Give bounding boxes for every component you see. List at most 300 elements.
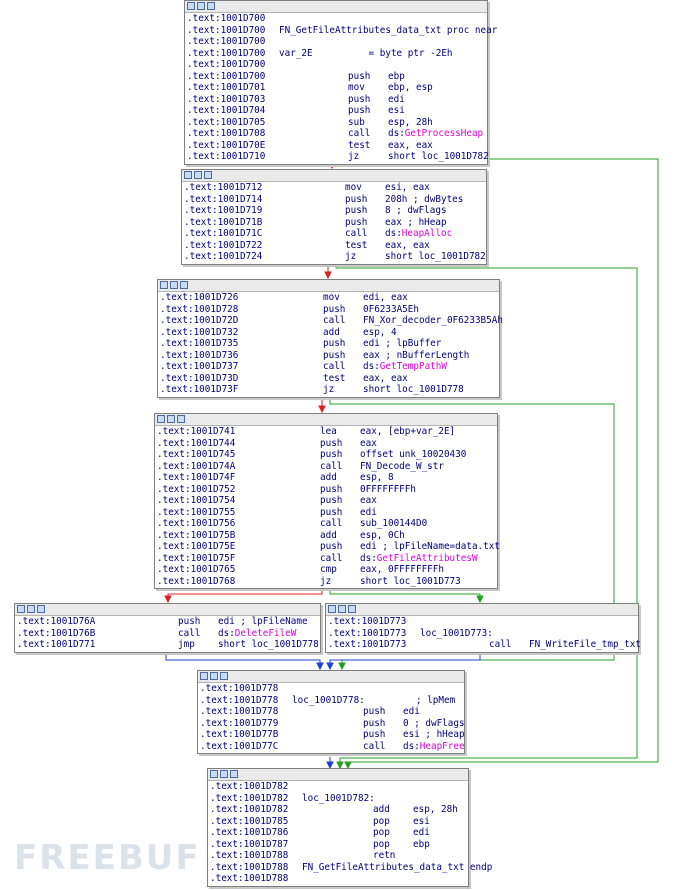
address: .text:1001D735 xyxy=(160,338,239,349)
asm-line[interactable] xyxy=(208,816,468,828)
block-color-icon[interactable] xyxy=(160,281,168,289)
mnemonic: push xyxy=(323,349,346,361)
block-graph-icon[interactable] xyxy=(167,415,175,423)
asm-line[interactable] xyxy=(185,105,487,117)
block-header[interactable] xyxy=(208,769,468,781)
operand[interactable] xyxy=(388,117,433,129)
operand-text: sub_100144D0 xyxy=(360,518,428,529)
operand-text: edi, eax xyxy=(363,292,408,303)
address: .text:1001D728 xyxy=(160,303,239,315)
api-name[interactable]: HeapFree xyxy=(419,740,465,752)
operand[interactable] xyxy=(360,576,461,588)
asm-line[interactable] xyxy=(185,59,487,71)
asm-line[interactable] xyxy=(185,151,487,163)
operand[interactable] xyxy=(388,128,483,140)
block-color-icon[interactable] xyxy=(210,770,218,778)
basic-block-b1[interactable] xyxy=(184,0,498,165)
address: .text:1001D708 xyxy=(187,128,266,139)
asm-line[interactable] xyxy=(158,338,499,350)
operand[interactable] xyxy=(360,449,466,461)
basic-block-b3[interactable] xyxy=(157,279,503,398)
operand[interactable] xyxy=(385,205,447,217)
operand[interactable] xyxy=(388,105,405,117)
operand[interactable] xyxy=(363,315,503,327)
address: .text:1001D75F xyxy=(157,552,236,564)
operand[interactable] xyxy=(385,228,452,240)
mnemonic: jz xyxy=(323,384,335,395)
operand-text: eax ; nBufferLength xyxy=(363,349,470,361)
address: .text:1001D712 xyxy=(184,182,263,193)
block-header[interactable] xyxy=(158,280,499,292)
operand[interactable] xyxy=(416,695,455,707)
asm-line[interactable] xyxy=(326,628,638,640)
address: .text:1001D756 xyxy=(157,518,236,529)
address: .text:1001D778 xyxy=(200,694,279,706)
asm-line[interactable] xyxy=(208,839,468,851)
asm-line[interactable] xyxy=(155,564,497,576)
asm-line[interactable] xyxy=(208,850,468,862)
asm-line[interactable] xyxy=(198,695,464,707)
asm-line[interactable] xyxy=(15,639,320,651)
block-color-icon[interactable] xyxy=(200,672,208,680)
block-header[interactable] xyxy=(185,1,487,13)
address: .text:1001D710 xyxy=(187,151,266,162)
address: .text:1001D744 xyxy=(157,437,236,449)
asm-line[interactable] xyxy=(208,804,468,816)
block-text-icon[interactable] xyxy=(220,672,228,680)
block-text-icon[interactable] xyxy=(177,415,185,423)
asm-line[interactable] xyxy=(198,729,464,741)
operand[interactable] xyxy=(388,151,489,163)
address: .text:1001D737 xyxy=(160,361,239,372)
address: .text:1001D788 xyxy=(210,861,289,873)
basic-block-b6[interactable] xyxy=(325,603,639,653)
mnemonic: call xyxy=(320,518,343,529)
asm-line[interactable] xyxy=(326,639,641,651)
block-header[interactable] xyxy=(15,604,320,616)
operand[interactable] xyxy=(363,384,464,396)
mnemonic: test xyxy=(345,239,368,251)
address: .text:1001D778 xyxy=(200,706,279,717)
asm-line[interactable] xyxy=(182,228,486,240)
operand-text: 0 ; dwFlags xyxy=(403,717,465,729)
asm-line[interactable] xyxy=(185,13,487,25)
address: .text:1001D71C xyxy=(184,228,263,239)
operand[interactable] xyxy=(363,304,419,316)
mnemonic: push xyxy=(178,616,201,627)
mnemonic: cmp xyxy=(320,564,337,575)
operand[interactable] xyxy=(360,518,427,530)
label[interactable]: loc_1001D782: xyxy=(302,792,375,804)
operand[interactable] xyxy=(403,718,465,730)
operand[interactable] xyxy=(360,438,377,450)
block-graph-icon[interactable] xyxy=(194,171,202,179)
asm-line[interactable] xyxy=(155,553,497,565)
operand[interactable] xyxy=(388,82,433,94)
api-name[interactable]: HeapAlloc xyxy=(401,228,453,239)
operand[interactable] xyxy=(360,541,500,553)
asm-line[interactable] xyxy=(208,873,468,885)
operand-text: ds: xyxy=(360,552,377,564)
mnemonic: push xyxy=(345,216,368,228)
operand-text: edi xyxy=(388,93,405,105)
mnemonic: push xyxy=(345,193,368,205)
asm-line[interactable] xyxy=(15,628,320,640)
arrow-head xyxy=(319,406,325,412)
block-header[interactable] xyxy=(326,604,638,616)
block-text-icon[interactable] xyxy=(37,605,45,613)
operand-text: eax xyxy=(360,495,377,506)
address: .text:1001D722 xyxy=(184,239,263,251)
operand[interactable] xyxy=(385,217,447,229)
mnemonic: mov xyxy=(348,82,365,93)
block-color-icon[interactable] xyxy=(187,2,195,10)
asm-line[interactable] xyxy=(208,827,468,839)
mnemonic: push xyxy=(323,338,346,349)
operand[interactable] xyxy=(218,616,308,628)
mnemonic: push xyxy=(320,437,343,449)
asm-line[interactable] xyxy=(182,251,486,263)
mnemonic: call xyxy=(489,639,512,650)
operand[interactable] xyxy=(360,495,377,507)
asm-line[interactable] xyxy=(158,304,499,316)
asm-line[interactable] xyxy=(208,781,468,793)
block-graph-icon[interactable] xyxy=(27,605,35,613)
operand-text: esi, eax xyxy=(385,182,430,193)
block-text-icon[interactable] xyxy=(230,770,238,778)
asm-line[interactable] xyxy=(155,576,497,588)
operand-text: ebp xyxy=(388,70,405,82)
mnemonic: push xyxy=(363,717,386,729)
address: .text:1001D765 xyxy=(157,564,236,575)
operand-text: eax ; hHeap xyxy=(385,216,447,228)
operand[interactable] xyxy=(360,484,416,496)
operand-text: short loc_1001D782 xyxy=(385,251,486,262)
mnemonic: call xyxy=(363,740,386,752)
basic-block-b2[interactable] xyxy=(181,169,487,265)
operand[interactable] xyxy=(363,292,408,304)
edge-uncond xyxy=(330,654,480,667)
address: .text:1001D75E xyxy=(157,541,236,552)
asm-line[interactable] xyxy=(185,36,487,48)
address: .text:1001D76A xyxy=(17,616,96,627)
operand[interactable] xyxy=(388,94,405,106)
operand[interactable] xyxy=(218,628,296,640)
operand[interactable] xyxy=(413,816,430,828)
address: .text:1001D75B xyxy=(157,529,236,541)
operand-text: 0FFFFFFFFh xyxy=(360,483,416,495)
mnemonic: mov xyxy=(345,182,362,193)
asm-line[interactable] xyxy=(155,472,497,484)
mnemonic: push xyxy=(320,483,343,495)
operand-text: short loc_1001D773 xyxy=(360,575,461,587)
operand[interactable] xyxy=(360,461,444,473)
mnemonic: add xyxy=(323,326,340,338)
asm-line[interactable] xyxy=(198,718,464,730)
block-graph-icon[interactable] xyxy=(170,281,178,289)
asm-line[interactable] xyxy=(326,616,638,628)
operand[interactable] xyxy=(403,706,420,718)
address: .text:1001D788 xyxy=(210,873,289,884)
operand[interactable] xyxy=(360,472,394,484)
asm-line[interactable] xyxy=(155,518,497,530)
operand[interactable] xyxy=(360,530,405,542)
asm-line[interactable] xyxy=(158,327,499,339)
asm-line[interactable] xyxy=(155,426,497,438)
mnemonic: retn xyxy=(373,850,396,861)
address: .text:1001D700 xyxy=(187,47,266,59)
asm-line[interactable] xyxy=(185,82,487,94)
operand[interactable] xyxy=(388,140,433,152)
address: .text:1001D74F xyxy=(157,472,236,483)
operand-text: ds: xyxy=(388,128,405,139)
operand[interactable] xyxy=(388,71,405,83)
block-text-icon[interactable] xyxy=(348,605,356,613)
asm-line[interactable] xyxy=(158,361,499,373)
mnemonic: pop xyxy=(373,815,390,827)
asm-line[interactable] xyxy=(185,117,487,129)
operand-text: edi ; lpBuffer xyxy=(363,338,442,349)
mnemonic: call xyxy=(178,627,201,639)
mnemonic: call xyxy=(348,128,371,139)
block-text-icon[interactable] xyxy=(204,171,212,179)
arrow-head xyxy=(477,596,483,602)
address: .text:1001D752 xyxy=(157,483,236,495)
block-color-icon[interactable] xyxy=(328,605,336,613)
mnemonic: call xyxy=(320,460,343,472)
address: .text:1001D700 xyxy=(187,59,266,70)
operand-text: eax, [ebp+var_2E] xyxy=(360,426,456,437)
operand-text: FN_Xor_decoder_0F6233B5Ah xyxy=(363,315,503,326)
asm-line[interactable] xyxy=(155,507,497,519)
block-header[interactable] xyxy=(182,170,486,182)
label[interactable]: loc_1001D778: xyxy=(292,694,365,706)
operand-text: ds: xyxy=(363,361,380,372)
asm-line[interactable] xyxy=(208,793,468,805)
basic-block-b4[interactable] xyxy=(154,413,498,589)
asm-line[interactable] xyxy=(182,205,486,217)
mnemonic: push xyxy=(348,70,371,82)
mnemonic: jz xyxy=(320,575,332,587)
address: .text:1001D773 xyxy=(328,616,407,627)
operand-text: eax, eax xyxy=(385,239,430,251)
mnemonic: add xyxy=(373,804,390,815)
operand-text: short loc_1001D782 xyxy=(388,151,489,162)
operand-text: esp, 0Ch xyxy=(360,529,405,541)
operand-text: edi xyxy=(403,706,420,717)
operand[interactable] xyxy=(529,639,641,651)
operand-text: ds: xyxy=(218,627,235,639)
mnemonic: push xyxy=(320,449,343,460)
asm-line[interactable] xyxy=(15,616,320,628)
operand-text: ; lpMem xyxy=(416,694,456,706)
operand-text: ds: xyxy=(385,228,402,239)
asm-line[interactable] xyxy=(185,94,487,106)
asm-line[interactable] xyxy=(155,461,497,473)
mnemonic: jz xyxy=(345,251,357,262)
address: .text:1001D785 xyxy=(210,815,289,827)
mnemonic: push xyxy=(363,706,386,717)
arrow-head xyxy=(327,663,333,669)
basic-block-b5[interactable] xyxy=(14,603,321,653)
block-color-icon[interactable] xyxy=(184,171,192,179)
address: .text:1001D741 xyxy=(157,426,236,437)
operand[interactable] xyxy=(385,194,463,206)
asm-line[interactable] xyxy=(158,373,499,385)
api-name[interactable]: GetProcessHeap xyxy=(404,128,484,139)
address: .text:1001D73D xyxy=(160,372,239,384)
asm-line[interactable] xyxy=(155,438,497,450)
mnemonic: call xyxy=(345,228,368,239)
asm-line[interactable] xyxy=(155,495,497,507)
asm-line[interactable] xyxy=(155,541,500,553)
address: .text:1001D724 xyxy=(184,251,263,262)
address: .text:1001D768 xyxy=(157,575,236,587)
asm-line[interactable] xyxy=(185,71,487,83)
address: .text:1001D726 xyxy=(160,292,239,303)
operand[interactable] xyxy=(360,426,455,438)
address: .text:1001D788 xyxy=(210,850,289,861)
address: .text:1001D736 xyxy=(160,349,239,361)
operand-text: short loc_1001D778 xyxy=(363,384,464,395)
asm-line[interactable] xyxy=(182,217,486,229)
asm-line[interactable] xyxy=(208,861,493,874)
address: .text:1001D700 xyxy=(187,36,266,47)
operand-text: ebp xyxy=(413,838,430,850)
address: .text:1001D700 xyxy=(187,13,266,24)
asm-line[interactable] xyxy=(185,128,487,140)
asm-line[interactable] xyxy=(158,292,499,304)
arrow-head xyxy=(317,663,323,669)
block-text-icon[interactable] xyxy=(180,281,188,289)
address: .text:1001D701 xyxy=(187,82,266,93)
asm-line[interactable] xyxy=(182,240,486,252)
label[interactable]: FN_GetFileAttributes_data_txt proc near xyxy=(279,24,498,36)
address: .text:1001D782 xyxy=(210,781,289,792)
asm-line[interactable] xyxy=(155,530,497,542)
label[interactable]: FN_GetFileAttributes_data_txt endp xyxy=(302,861,493,873)
operand-text: eax, 0FFFFFFFFh xyxy=(360,564,444,575)
address: .text:1001D71B xyxy=(184,216,263,228)
asm-line[interactable] xyxy=(182,182,486,194)
operand[interactable] xyxy=(363,327,397,339)
address: .text:1001D76B xyxy=(17,627,96,639)
api-name[interactable]: GetFileAttributesW xyxy=(376,552,478,564)
operand[interactable] xyxy=(385,182,430,194)
mnemonic: push xyxy=(320,506,343,518)
operand-text: eax xyxy=(360,437,377,449)
operand-text: FN_Decode_W_str xyxy=(360,460,444,472)
address: .text:1001D74A xyxy=(157,460,236,472)
operand[interactable] xyxy=(360,564,444,576)
operand[interactable] xyxy=(413,839,430,851)
block-header[interactable] xyxy=(198,671,464,683)
watermark-logo: FREEBUF xyxy=(14,838,201,878)
operand-text: 0F6233A5Eh xyxy=(363,303,419,315)
mnemonic: sub xyxy=(348,116,365,128)
label[interactable]: loc_1001D773: xyxy=(420,627,493,639)
operand[interactable] xyxy=(363,373,408,385)
operand[interactable] xyxy=(385,251,486,263)
basic-block-b8[interactable] xyxy=(207,768,493,887)
operand-text: ebp, esp xyxy=(388,82,433,93)
operand[interactable] xyxy=(413,827,430,839)
mnemonic: push xyxy=(320,541,343,552)
asm-line[interactable] xyxy=(155,484,497,496)
operand[interactable] xyxy=(363,361,447,373)
asm-line[interactable] xyxy=(158,315,503,327)
block-graph-icon[interactable] xyxy=(210,672,218,680)
block-header[interactable] xyxy=(155,414,497,426)
operand-text: offset unk_10020430 xyxy=(360,449,467,460)
mnemonic: lea xyxy=(320,426,337,437)
operand[interactable] xyxy=(403,729,465,741)
mnemonic: add xyxy=(320,529,337,541)
edge-uncond xyxy=(166,654,320,667)
asm-line[interactable] xyxy=(155,449,497,461)
asm-line[interactable] xyxy=(198,683,464,695)
address: .text:1001D72D xyxy=(160,315,239,326)
mnemonic: push xyxy=(320,495,343,506)
asm-line[interactable] xyxy=(198,741,464,753)
mnemonic: call xyxy=(320,552,343,564)
operand-text: esp, 28h xyxy=(388,116,433,128)
address: .text:1001D771 xyxy=(17,639,96,650)
operand[interactable] xyxy=(363,350,469,362)
asm-line[interactable] xyxy=(198,706,464,718)
operand[interactable] xyxy=(403,741,465,753)
asm-line[interactable] xyxy=(182,194,486,206)
mnemonic: test xyxy=(348,139,371,151)
asm-line[interactable] xyxy=(185,48,487,60)
api-name[interactable]: GetTempPathW xyxy=(379,361,447,372)
address: .text:1001D787 xyxy=(210,838,289,850)
block-graph-icon[interactable] xyxy=(220,770,228,778)
operand-text: esi xyxy=(388,105,405,116)
operand[interactable] xyxy=(363,338,441,350)
asm-line[interactable] xyxy=(185,24,498,37)
block-text-icon[interactable] xyxy=(207,2,215,10)
operand[interactable] xyxy=(360,553,478,565)
operand[interactable] xyxy=(413,804,458,816)
block-graph-icon[interactable] xyxy=(197,2,205,10)
api-name[interactable]: DeleteFileW xyxy=(234,627,297,639)
operand[interactable] xyxy=(360,507,377,519)
edge-true xyxy=(330,588,480,600)
block-graph-icon[interactable] xyxy=(338,605,346,613)
operand-text: ds: xyxy=(403,740,420,752)
block-color-icon[interactable] xyxy=(17,605,25,613)
mnemonic: push xyxy=(363,729,386,740)
address: .text:1001D778 xyxy=(200,683,279,694)
asm-line[interactable] xyxy=(185,140,487,152)
address: .text:1001D782 xyxy=(210,792,289,804)
mnemonic: push xyxy=(348,93,371,105)
label[interactable]: var_2E = byte ptr -2Eh xyxy=(279,47,453,59)
mnemonic: push xyxy=(348,105,371,116)
operand[interactable] xyxy=(218,639,319,651)
operand-text: eax, eax xyxy=(363,372,408,384)
block-color-icon[interactable] xyxy=(157,415,165,423)
asm-line[interactable] xyxy=(158,384,499,396)
operand-text: esp, 8 xyxy=(360,472,394,483)
basic-block-b7[interactable] xyxy=(197,670,465,754)
operand[interactable] xyxy=(385,240,430,252)
address: .text:1001D745 xyxy=(157,449,236,460)
arrow-head xyxy=(339,663,345,669)
asm-line[interactable] xyxy=(158,350,499,362)
address: .text:1001D779 xyxy=(200,717,279,729)
